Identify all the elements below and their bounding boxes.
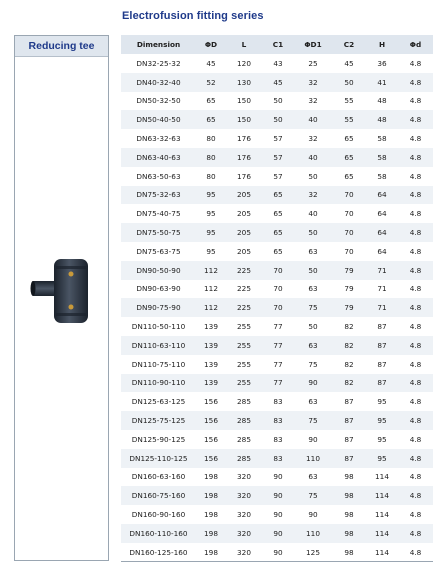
table-cell: 90 [273, 472, 283, 482]
table-row [121, 167, 433, 186]
table-cell: 98 [332, 524, 366, 543]
table-cell: 50 [332, 73, 366, 92]
table-cell: 70 [332, 186, 366, 205]
table-cell: 65 [262, 186, 294, 205]
table-cell: 98 [332, 486, 366, 505]
table-cell: 87 [366, 336, 398, 355]
table-cell: 98 [344, 472, 354, 482]
table-cell: 4.8 [398, 148, 433, 167]
table-cell: 65 [273, 246, 283, 256]
table-cell: 45 [206, 58, 216, 68]
table-cell: 64 [377, 246, 387, 256]
table-cell: 50 [308, 171, 318, 181]
table-cell: 65 [262, 223, 294, 242]
table-cell: 50 [294, 223, 332, 242]
table-cell: 225 [237, 284, 251, 294]
table-cell: DN125-63-125 [131, 397, 186, 407]
table-cell: 75 [294, 486, 332, 505]
table-cell: 130 [226, 73, 262, 92]
table-cell: 320 [226, 486, 262, 505]
table-cell: DN110-50-110 [131, 322, 186, 332]
table-cell: 139 [204, 322, 218, 332]
table-cell: 64 [377, 209, 387, 219]
table-cell: 79 [332, 298, 366, 317]
table-cell: 90 [273, 547, 283, 557]
table-cell: 4.8 [409, 510, 422, 520]
table-row [121, 355, 433, 374]
table-cell: 50 [308, 322, 318, 332]
reducing-tee-fitting-icon [30, 256, 94, 326]
table-cell: 156 [196, 449, 226, 468]
table-cell: 176 [226, 148, 262, 167]
table-cell: 70 [262, 261, 294, 280]
table-cell: 4.8 [409, 284, 422, 294]
table-cell: 139 [196, 374, 226, 393]
table-cell: 95 [377, 397, 387, 407]
table-cell: 70 [332, 223, 366, 242]
table-cell: 58 [377, 171, 387, 181]
table-cell: 90 [308, 434, 318, 444]
table-cell: 50 [273, 96, 283, 106]
table-cell: 150 [237, 96, 251, 106]
column-header: H [366, 35, 398, 54]
table-cell: 87 [377, 359, 387, 369]
table-cell: 150 [226, 110, 262, 129]
table-row [121, 468, 433, 487]
table-cell: 70 [262, 298, 294, 317]
table-cell: 255 [237, 322, 251, 332]
table-cell: DN125-110-125 [121, 449, 196, 468]
table-cell: 57 [273, 134, 283, 144]
table-row [121, 261, 433, 280]
table-cell: 90 [262, 486, 294, 505]
table-cell: 255 [237, 359, 251, 369]
table-cell: 95 [196, 223, 226, 242]
table-cell: 55 [332, 110, 366, 129]
table-cell: 110 [294, 449, 332, 468]
table-cell: 320 [237, 510, 251, 520]
table-cell: 71 [366, 298, 398, 317]
table-cell: 95 [196, 186, 226, 205]
table-cell: 90 [262, 524, 294, 543]
table-cell: 4.8 [398, 411, 433, 430]
table-cell: 225 [226, 261, 262, 280]
product-panel [14, 35, 109, 561]
table-cell: 87 [332, 411, 366, 430]
table-cell: 4.8 [409, 246, 422, 256]
table-cell: 4.8 [409, 96, 422, 106]
table-cell: DN90-63-90 [136, 284, 181, 294]
table-cell: 45 [344, 58, 354, 68]
table-cell: 4.8 [409, 209, 422, 219]
table-cell: 320 [237, 472, 251, 482]
product-name: Reducing tee [15, 36, 108, 57]
table-cell: 4.8 [398, 261, 433, 280]
table-cell: 198 [196, 486, 226, 505]
table-cell: 176 [237, 134, 251, 144]
table-cell: 83 [273, 434, 283, 444]
table-cell: DN50-32-50 [136, 96, 181, 106]
table-row [121, 543, 433, 562]
table-cell: 110 [294, 524, 332, 543]
table-cell: 90 [308, 510, 318, 520]
table-row [121, 505, 433, 524]
table-bottom-rule [121, 561, 433, 562]
table-cell: DN63-50-63 [136, 171, 181, 181]
table-cell: 112 [196, 298, 226, 317]
table-cell: 80 [206, 134, 216, 144]
column-header: C2 [332, 35, 366, 54]
table-cell: 65 [196, 110, 226, 129]
table-cell: 4.8 [398, 486, 433, 505]
table-cell: 43 [273, 58, 283, 68]
table-cell: 83 [273, 397, 283, 407]
table-cell: 58 [377, 134, 387, 144]
table-row [121, 280, 433, 299]
table-cell: 90 [273, 510, 283, 520]
table-cell: DN160-63-160 [131, 472, 186, 482]
table-cell: 139 [196, 336, 226, 355]
table-cell: 285 [237, 397, 251, 407]
table-cell: 48 [366, 110, 398, 129]
table-cell: 4.8 [398, 186, 433, 205]
table-cell: 58 [366, 148, 398, 167]
table-cell: 114 [366, 524, 398, 543]
table-header-row [121, 35, 433, 54]
table-cell: 198 [196, 524, 226, 543]
table-cell: DN50-40-50 [121, 110, 196, 129]
table-row [121, 392, 433, 411]
table-cell: 95 [206, 209, 216, 219]
table-row [121, 92, 433, 111]
table-cell: 285 [226, 411, 262, 430]
table-cell: 65 [332, 148, 366, 167]
table-cell: 255 [226, 374, 262, 393]
table-cell: 65 [206, 96, 216, 106]
table-cell: 63 [294, 336, 332, 355]
table-cell: 70 [344, 246, 354, 256]
table-cell: 87 [344, 434, 354, 444]
table-row [121, 411, 433, 430]
table-cell: 285 [226, 449, 262, 468]
table-cell: 40 [294, 110, 332, 129]
table-cell: 205 [237, 209, 251, 219]
table-cell: 255 [226, 336, 262, 355]
table-cell: 70 [273, 284, 283, 294]
table-cell: 45 [262, 73, 294, 92]
table-cell: 4.8 [398, 374, 433, 393]
table-row [121, 148, 433, 167]
table-cell: 114 [375, 547, 389, 557]
table-cell: 50 [262, 110, 294, 129]
table-cell: 95 [366, 411, 398, 430]
table-cell: 198 [204, 472, 218, 482]
table-row [121, 223, 433, 242]
table-cell: 4.8 [398, 336, 433, 355]
table-cell: 4.8 [409, 58, 422, 68]
table-cell: 205 [237, 246, 251, 256]
table-cell: 205 [226, 223, 262, 242]
table-cell: 71 [366, 261, 398, 280]
table-cell: DN63-40-63 [121, 148, 196, 167]
table-cell: 48 [377, 96, 387, 106]
table-cell: DN90-75-90 [121, 298, 196, 317]
table-cell: 50 [294, 261, 332, 280]
table-cell: DN110-90-110 [121, 374, 196, 393]
table-row [121, 186, 433, 205]
table-cell: 87 [332, 449, 366, 468]
table-cell: 198 [204, 510, 218, 520]
table-cell: DN160-125-160 [129, 547, 188, 557]
column-header: ΦD [196, 35, 226, 54]
column-header: ΦD1 [294, 35, 332, 54]
column-header: Dimension [121, 35, 196, 54]
table-cell: 41 [366, 73, 398, 92]
table-cell: 79 [332, 261, 366, 280]
table-cell: DN160-110-160 [121, 524, 196, 543]
table-cell: 80 [206, 171, 216, 181]
table-row [121, 298, 433, 317]
table-cell: 65 [344, 134, 354, 144]
table-cell: 77 [262, 336, 294, 355]
table-cell: 176 [237, 171, 251, 181]
table-cell: 87 [377, 322, 387, 332]
column-header: Φd [398, 35, 433, 54]
table-body [121, 54, 433, 562]
table-cell: 4.8 [409, 322, 422, 332]
table-cell: 75 [308, 359, 318, 369]
table-cell: 4.8 [409, 359, 422, 369]
table-cell: DN125-90-125 [131, 434, 186, 444]
table-cell: 79 [344, 284, 354, 294]
table-cell: 4.8 [409, 434, 422, 444]
table-cell: 98 [344, 510, 354, 520]
dimension-table [121, 35, 433, 562]
table-cell: 87 [366, 374, 398, 393]
table-cell: 57 [262, 148, 294, 167]
table-cell: 77 [273, 359, 283, 369]
table-cell: 114 [375, 472, 389, 482]
table-cell: 82 [332, 374, 366, 393]
table-cell: 95 [377, 434, 387, 444]
table-cell: 32 [308, 134, 318, 144]
table-cell: DN75-32-63 [121, 186, 196, 205]
table-cell: 156 [196, 411, 226, 430]
table-cell: 64 [366, 186, 398, 205]
table-cell: 40 [308, 209, 318, 219]
table-cell: 4.8 [398, 110, 433, 129]
table-cell: 320 [237, 547, 251, 557]
table-cell: DN160-75-160 [121, 486, 196, 505]
table-cell: 55 [344, 96, 354, 106]
table-row [121, 374, 433, 393]
column-header: L [226, 35, 262, 54]
table-row [121, 449, 433, 468]
table-cell: 87 [344, 397, 354, 407]
table-cell: 4.8 [398, 298, 433, 317]
table-cell: 63 [308, 397, 318, 407]
table-cell: 4.8 [409, 171, 422, 181]
table-cell: DN75-50-75 [121, 223, 196, 242]
table-cell: 98 [344, 547, 354, 557]
table-cell: 139 [204, 359, 218, 369]
table-row [121, 110, 433, 129]
table-row [121, 129, 433, 148]
table-cell: 82 [332, 336, 366, 355]
table-cell: 25 [308, 58, 318, 68]
table-cell: DN40-32-40 [121, 73, 196, 92]
table-cell: 285 [237, 434, 251, 444]
table-row [121, 336, 433, 355]
table-cell: 4.8 [398, 223, 433, 242]
table-cell: 156 [204, 434, 218, 444]
table-cell: DN160-90-160 [131, 510, 186, 520]
table-cell: 125 [306, 547, 320, 557]
table-cell: DN125-75-125 [121, 411, 196, 430]
table-cell: 320 [226, 524, 262, 543]
table-cell: 156 [204, 397, 218, 407]
table-cell: 198 [204, 547, 218, 557]
table-cell: 32 [294, 186, 332, 205]
table-row [121, 524, 433, 543]
table-cell: 90 [294, 374, 332, 393]
table-row [121, 204, 433, 223]
table-cell: 83 [262, 411, 294, 430]
table-cell: DN32-25-32 [136, 58, 181, 68]
table-row [121, 54, 433, 73]
table-row [121, 430, 433, 449]
table-cell: 32 [308, 96, 318, 106]
table-cell: 77 [273, 322, 283, 332]
table-cell: 71 [377, 284, 387, 294]
table-cell: 63 [308, 246, 318, 256]
table-cell: 52 [196, 73, 226, 92]
table-cell: DN90-50-90 [121, 261, 196, 280]
table-cell: DN110-63-110 [121, 336, 196, 355]
table-cell: 114 [375, 510, 389, 520]
table-cell: 120 [237, 58, 251, 68]
table-cell: 75 [294, 298, 332, 317]
table-cell: 63 [308, 284, 318, 294]
table-cell: 205 [226, 186, 262, 205]
table-cell: 65 [273, 209, 283, 219]
table-cell: 114 [366, 486, 398, 505]
table-cell: 80 [196, 148, 226, 167]
table-cell: 65 [344, 171, 354, 181]
table-cell: 4.8 [409, 547, 422, 557]
table-cell: 75 [294, 411, 332, 430]
table-cell: 64 [366, 223, 398, 242]
table-cell: 4.8 [398, 73, 433, 92]
table-cell: DN110-75-110 [131, 359, 186, 369]
table-cell: 112 [204, 284, 218, 294]
table-cell: 4.8 [398, 524, 433, 543]
table-cell: DN75-40-75 [136, 209, 181, 219]
table-cell: 4.8 [398, 449, 433, 468]
table-cell: 95 [366, 449, 398, 468]
table-cell: 4.8 [409, 472, 422, 482]
table-cell: 77 [262, 374, 294, 393]
table-row [121, 242, 433, 261]
table-cell: DN75-63-75 [136, 246, 181, 256]
table-cell: 4.8 [409, 397, 422, 407]
series-title: Electrofusion fitting series [122, 10, 264, 22]
table-cell: 82 [344, 322, 354, 332]
table-cell: 57 [273, 171, 283, 181]
table-cell: 95 [206, 246, 216, 256]
table-cell: 112 [196, 261, 226, 280]
table-cell: DN63-32-63 [136, 134, 181, 144]
table-cell: 36 [377, 58, 387, 68]
table-cell: 225 [226, 298, 262, 317]
table-cell: 4.8 [409, 134, 422, 144]
table-cell: 82 [344, 359, 354, 369]
column-header: C1 [262, 35, 294, 54]
table-row [121, 73, 433, 92]
table-cell: 32 [294, 73, 332, 92]
table-cell: 63 [308, 472, 318, 482]
table-cell: 70 [344, 209, 354, 219]
table-row [121, 317, 433, 336]
table-cell: 83 [262, 449, 294, 468]
table-row [121, 486, 433, 505]
table-cell: 40 [294, 148, 332, 167]
